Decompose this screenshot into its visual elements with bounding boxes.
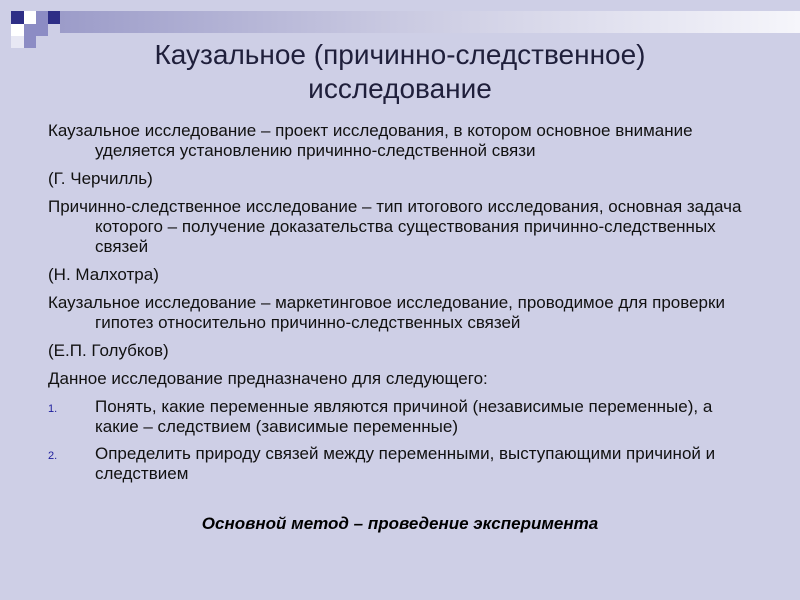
header-band — [60, 11, 800, 33]
list-number: 1. — [48, 403, 58, 415]
decor-square-white — [24, 11, 36, 24]
list-item-text: Понять, какие переменные являются причиной (независимые переменные), а какие – следствием (зависимые переменные) — [95, 397, 713, 436]
definition-churchill: Каузальное исследование – проект исследования, в котором основное внимание уделяется установлению причинно-следственной связи — [48, 121, 693, 160]
decor-square-mid-3 — [36, 24, 48, 36]
slide-body — [48, 121, 748, 491]
slide-title — [60, 38, 740, 106]
decor-square-dark-2 — [48, 11, 60, 24]
purpose-intro: Данное исследование предназначено для следующего: — [48, 369, 488, 388]
decor-square-light — [11, 36, 24, 48]
list-item-text: Определить природу связей между переменными, выступающими причиной и следствием — [95, 444, 716, 483]
source-golubkov: (Е.П. Голубков) — [48, 341, 169, 360]
source-churchill: (Г. Черчилль) — [48, 169, 153, 188]
source-malhotra: (Н. Малхотра) — [48, 265, 159, 284]
list-item — [48, 444, 748, 484]
definition-malhotra: Причинно-следственное исследование – тип итогового исследования, основная задача которого – получение доказательства существования причинно-следственных связей — [48, 197, 742, 256]
title-line-2: исследование — [308, 73, 492, 104]
decor-square-white-2 — [11, 24, 24, 36]
title-line-1: Каузальное (причинно-следственное) — [154, 39, 646, 70]
decor-square-dark — [11, 11, 24, 24]
list-item — [48, 397, 748, 437]
definition-golubkov: Каузальное исследование – маркетинговое исследование, проводимое для проверки гипотез относительно причинно-следственных связей — [48, 293, 725, 332]
decor-square-mid-2 — [24, 24, 36, 36]
main-method-conclusion: Основной метод – проведение эксперимента — [201, 514, 599, 533]
decor-square-mid — [36, 11, 48, 24]
decor-square-mid-4 — [24, 36, 36, 48]
list-number: 2. — [48, 450, 58, 462]
